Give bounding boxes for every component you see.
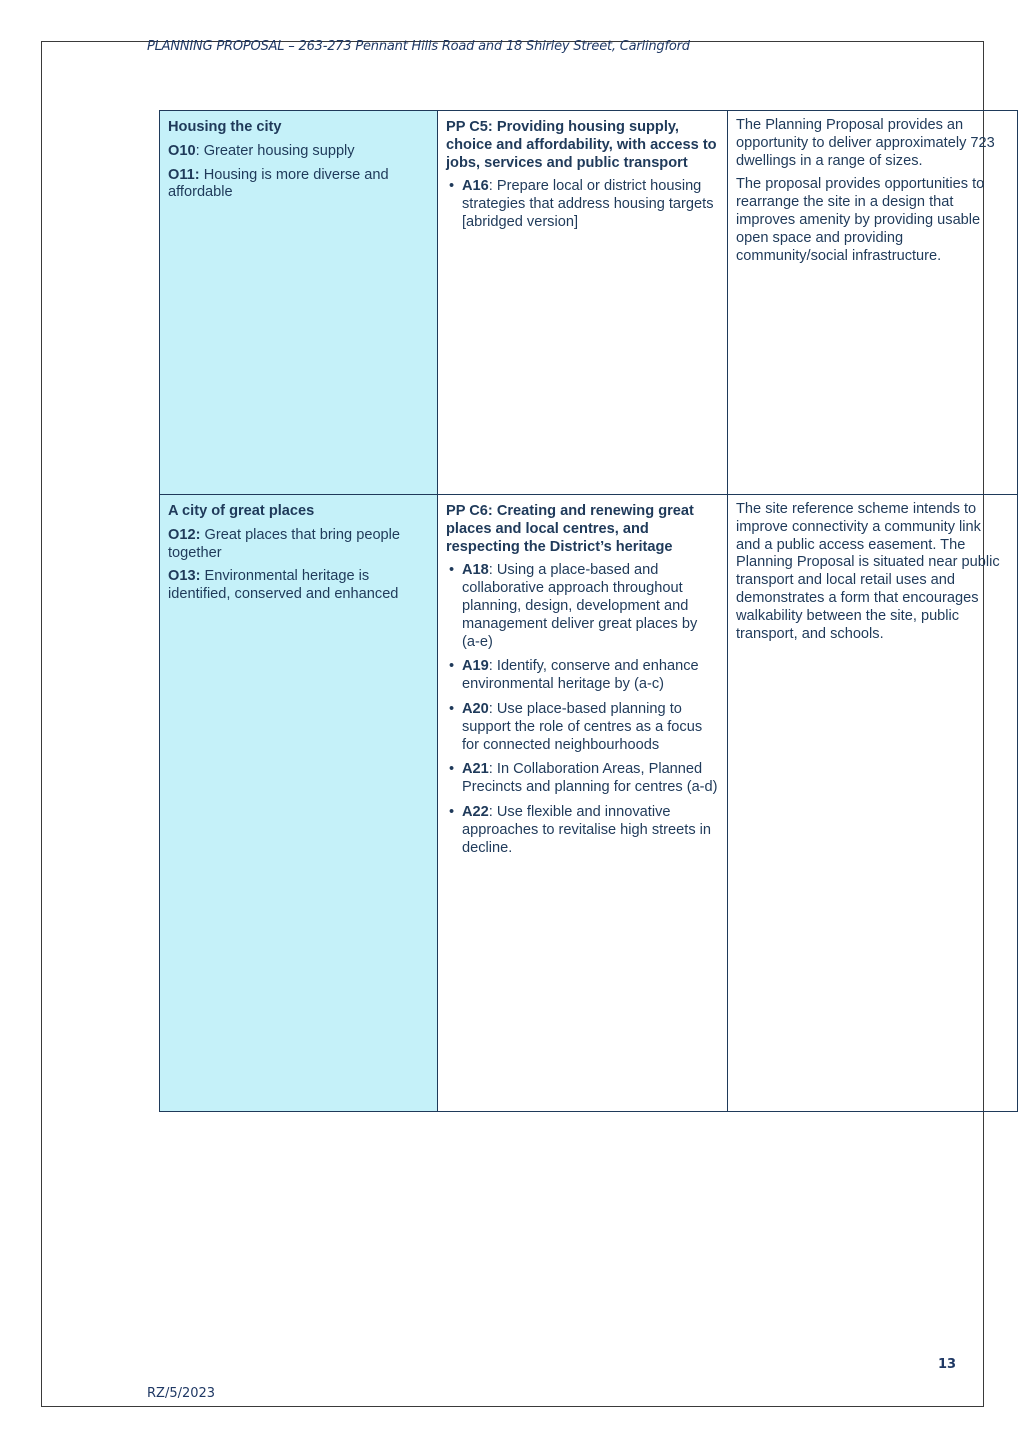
objective-item bbox=[168, 167, 429, 203]
response-paragraph: The Planning Proposal provides an opportunity to deliver approximately 723 dwellings in a range of sizes. bbox=[736, 117, 995, 169]
objective-code: O11: bbox=[168, 166, 200, 183]
objective-text: Greater housing supply bbox=[203, 142, 355, 159]
bullet-icon: • bbox=[449, 761, 455, 778]
action-code: A18 bbox=[462, 562, 489, 579]
action-item bbox=[446, 761, 719, 797]
action-code: A16 bbox=[462, 178, 489, 195]
planning-priority-title: PP C5: Providing housing supply, choice and affordability, with access to jobs, services and public transport bbox=[446, 119, 717, 171]
action-item bbox=[446, 804, 719, 857]
action-text: : Identify, conserve and enhance environmental heritage by (a-c) bbox=[462, 658, 699, 693]
action-code: A20 bbox=[462, 700, 489, 717]
action-code: A21 bbox=[462, 761, 489, 778]
bullet-icon: • bbox=[449, 658, 455, 675]
action-text: : In Collaboration Areas, Planned Precincts and planning for centres (a-d) bbox=[462, 761, 718, 796]
priority-cell bbox=[438, 111, 728, 495]
objectives-cell bbox=[160, 111, 438, 495]
bullet-icon: • bbox=[449, 700, 455, 717]
action-item bbox=[446, 658, 719, 694]
objective-code: O13: bbox=[168, 568, 201, 585]
bullet-icon: • bbox=[449, 803, 455, 820]
objective-text: Great places that bring people together bbox=[168, 526, 401, 561]
action-text: : Using a place-based and collaborative approach throughout planning, design, development and management deliver great places by (a-e) bbox=[462, 562, 698, 650]
direction-title: A city of great places bbox=[168, 503, 315, 519]
bullet-icon: • bbox=[449, 178, 455, 195]
action-code: A22 bbox=[462, 803, 489, 820]
objective-item bbox=[168, 527, 429, 563]
table-row bbox=[160, 111, 1018, 495]
response-paragraph: The proposal provides opportunities to rearrange the site in a design that improves amenity by providing usable open space and providing community/social infrastructure. bbox=[736, 176, 985, 264]
page-number: 13 bbox=[938, 1357, 957, 1372]
table-row bbox=[160, 495, 1018, 1112]
action-text: : Use flexible and innovative approaches to revitalise high streets in decline. bbox=[462, 803, 712, 856]
action-list bbox=[446, 178, 719, 231]
objectives-cell bbox=[160, 495, 438, 1112]
objective-separator: : bbox=[195, 142, 204, 159]
action-item bbox=[446, 701, 719, 754]
page-header: PLANNING PROPOSAL – 263-273 Pennant Hills Road and 18 Shirley Street, Carlingford bbox=[147, 39, 690, 54]
response-cell bbox=[728, 111, 1018, 495]
action-code: A19 bbox=[462, 658, 489, 675]
objective-code: O10 bbox=[168, 142, 196, 159]
action-item bbox=[446, 562, 719, 651]
action-text: : Prepare local or district housing strategies that address housing targets [abridged version] bbox=[462, 178, 714, 230]
response-cell bbox=[728, 495, 1018, 1112]
action-list bbox=[446, 562, 719, 857]
direction-title: Housing the city bbox=[168, 119, 282, 135]
objective-code: O12: bbox=[168, 526, 201, 543]
action-item bbox=[446, 178, 719, 231]
objective-text: Housing is more diverse and affordable bbox=[168, 166, 389, 201]
objective-text: Environmental heritage is identified, conserved and enhanced bbox=[168, 568, 399, 603]
document-reference: RZ/5/2023 bbox=[147, 1386, 216, 1401]
priority-cell bbox=[438, 495, 728, 1112]
action-text: : Use place-based planning to support the role of centres as a focus for connected neighbourhoods bbox=[462, 700, 703, 753]
planning-priority-title: PP C6: Creating and renewing great places and local centres, and respecting the District’s heritage bbox=[446, 503, 694, 555]
response-paragraph: The site reference scheme intends to improve connectivity a community link and a public access easement. The Planning Proposal is situated near public transport and local retail uses and demonstrates a form that encourages walkability between the site, public transport, and schools. bbox=[736, 501, 1000, 642]
planning-alignment-table bbox=[159, 110, 1018, 1112]
objective-item bbox=[168, 568, 429, 604]
objective-item bbox=[168, 143, 429, 161]
bullet-icon: • bbox=[449, 562, 455, 579]
